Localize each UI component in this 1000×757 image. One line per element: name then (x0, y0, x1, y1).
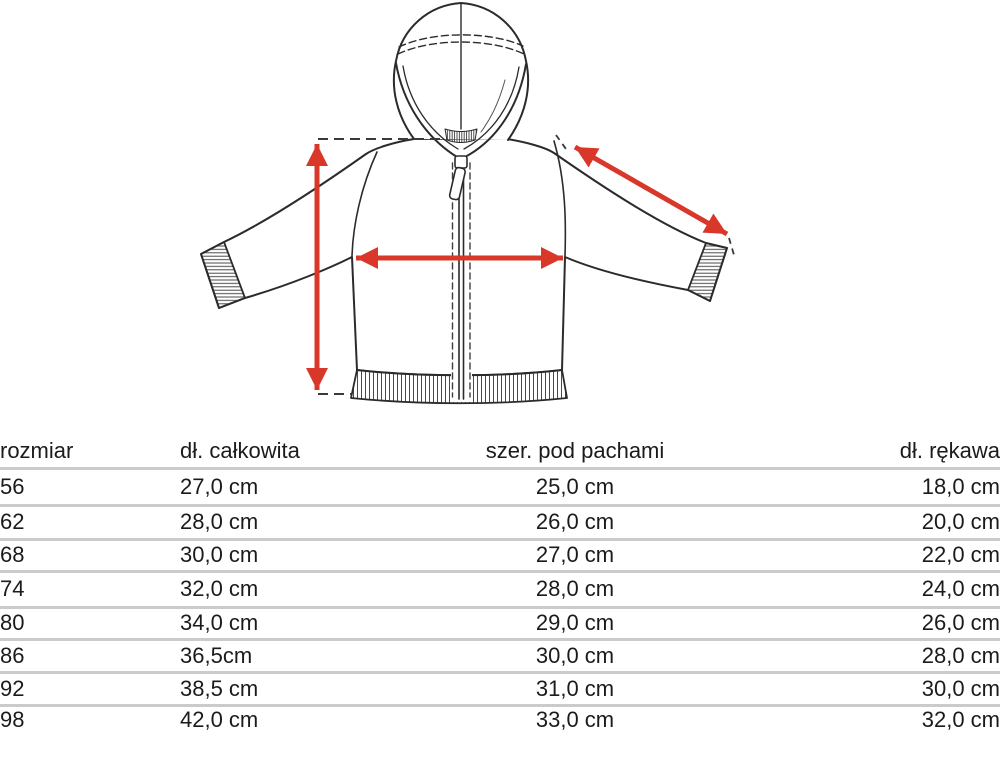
zipper-hem-gap (451, 369, 472, 402)
cell-size: 92 (0, 672, 180, 705)
col-header-dl-calkowita: dł. całkowita (180, 435, 435, 468)
col-header-dl-rekawa: dł. rękawa (715, 435, 1000, 468)
col-header-szer-pod-pachami: szer. pod pachami (435, 435, 715, 468)
table-row (0, 539, 1000, 571)
table-row (0, 468, 1000, 505)
cell-size: 68 (0, 539, 180, 571)
cell-sleeve-length: 32,0 cm (921, 706, 1000, 732)
neck-ribbing (445, 129, 477, 143)
cell-size: 86 (0, 639, 180, 672)
cell-sleeve-length: 26,0 cm (715, 607, 1000, 639)
cell-sleeve-length: 22,0 cm (715, 539, 1000, 571)
size-table (0, 435, 1000, 733)
cell-sleeve-length: 28,0 cm (715, 639, 1000, 672)
cell-total-length: 30,0 cm (180, 539, 435, 571)
size-table-header (0, 435, 1000, 468)
table-row (0, 571, 1000, 607)
table-row (0, 505, 1000, 539)
cell-total-length: 28,0 cm (180, 505, 435, 539)
cell-chest-width: 30,0 cm (435, 639, 715, 672)
cell-sleeve-length: 18,0 cm (715, 468, 1000, 505)
cell-total-length: 36,5cm (180, 639, 435, 672)
cell-total-length: 32,0 cm (180, 571, 435, 607)
cell-size: 56 (0, 468, 180, 505)
cell-size: 98 (0, 706, 25, 732)
jacket-sketch (201, 3, 727, 403)
cell-chest-width: 33,0 cm (535, 706, 615, 732)
cell-total-length: 38,5 cm (180, 672, 435, 705)
cell-chest-width: 27,0 cm (435, 539, 715, 571)
header-row (0, 435, 1000, 468)
cell-total-length: 27,0 cm (180, 468, 435, 505)
cell-sleeve-length: 20,0 cm (715, 505, 1000, 539)
cell-chest-width: 25,0 cm (435, 468, 715, 505)
cell-chest-width: 26,0 cm (435, 505, 715, 539)
cell-total-length: 42,0 cm (180, 706, 259, 732)
cell-sleeve-length: 30,0 cm (715, 672, 1000, 705)
col-header-rozmiar: rozmiar (0, 435, 180, 468)
cell-size: 80 (0, 607, 180, 639)
table-row (0, 607, 1000, 639)
cell-chest-width: 31,0 cm (435, 672, 715, 705)
cell-size: 62 (0, 505, 180, 539)
cell-chest-width: 28,0 cm (435, 571, 715, 607)
table-row (0, 639, 1000, 672)
zipper-slider (455, 156, 467, 168)
cell-sleeve-length: 24,0 cm (715, 571, 1000, 607)
table-row (0, 705, 1000, 733)
cuff-guide-dash (729, 238, 734, 255)
cell-total-length: 34,0 cm (180, 607, 435, 639)
cell-size: 74 (0, 571, 180, 607)
table-row (0, 672, 1000, 705)
shoulder-guide-dash (556, 135, 566, 149)
cell-chest-width: 29,0 cm (435, 607, 715, 639)
